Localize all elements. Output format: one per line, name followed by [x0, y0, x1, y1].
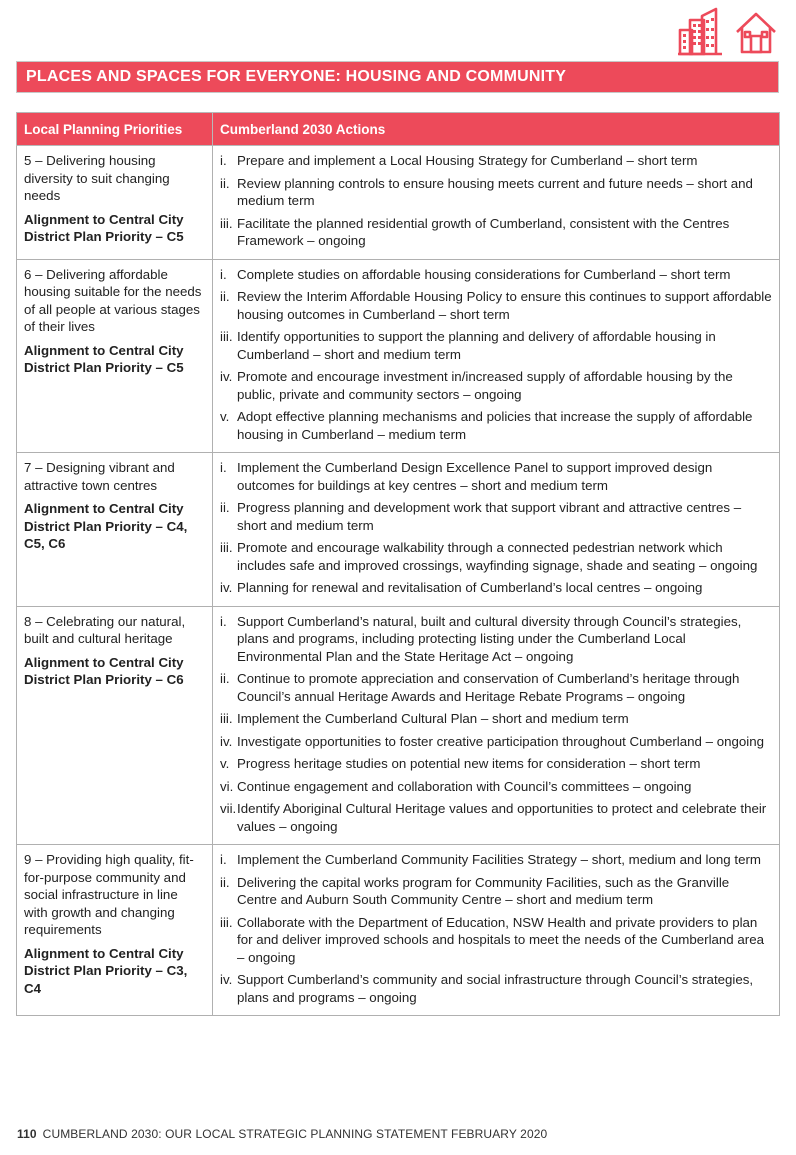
action-number: i.: [220, 852, 227, 867]
priority-title: 8 – Celebrating our natural, built and cultural heritage: [24, 613, 186, 646]
action-item: [220, 613, 772, 666]
action-item: [220, 215, 772, 250]
action-item: [220, 152, 772, 170]
action-item: [220, 914, 772, 967]
action-text: Prepare and implement a Local Housing Strategy for Cumberland – short term: [237, 153, 698, 168]
priority-title: 7 – Designing vibrant and attractive town centres: [24, 460, 175, 493]
action-item: [220, 733, 772, 751]
buildings-icon: [676, 6, 726, 56]
column-header-priorities: Local Planning Priorities: [17, 113, 213, 146]
actions-list: [220, 851, 772, 1006]
action-text: Collaborate with the Department of Education, NSW Health and private providers to plan for and deliver improved schools and hospitals to meet the needs of the Cumberland area – ongoing: [237, 914, 765, 965]
table-body: [17, 146, 780, 1016]
action-number: iii.: [220, 711, 233, 726]
table-row: [17, 453, 780, 607]
action-item: [220, 778, 772, 796]
action-number: v.: [220, 756, 230, 771]
page-footer: [17, 1127, 547, 1141]
actions-cell: [213, 453, 780, 607]
action-text: Identify Aboriginal Cultural Heritage values and opportunities to protect and celebrate their values – ongoing: [237, 801, 767, 834]
table-row: [17, 146, 780, 260]
action-text: Support Cumberland’s natural, built and cultural diversity through Council’s strategies, plans and programs, including protecting listing under the Cumberland Local Environmental Plan and the State Heritage Act – ongoing: [237, 613, 742, 664]
actions-list: [220, 613, 772, 836]
action-number: iii.: [220, 914, 233, 930]
action-text: Continue engagement and collaboration with Council’s committees – ongoing: [237, 778, 692, 794]
table-row: [17, 606, 780, 845]
action-text: Complete studies on affordable housing considerations for Cumberland – short term: [237, 266, 731, 282]
planning-table: [16, 112, 780, 1016]
action-text: Investigate opportunities to foster creative participation throughout Cumberland – ongoing: [237, 733, 765, 749]
action-number: iv.: [220, 733, 233, 749]
action-number: iii.: [220, 215, 233, 231]
action-item: [220, 499, 772, 534]
action-item: [220, 710, 772, 728]
action-number: v.: [220, 409, 230, 424]
table-row: [17, 845, 780, 1016]
action-text: Identify opportunities to support the planning and delivery of affordable housing in Cumberland – short and medium term: [237, 329, 716, 362]
priority-cell: [17, 845, 213, 1016]
action-text: Progress planning and development work that support vibrant and attractive centres – short and medium term: [237, 500, 742, 533]
priority-alignment: Alignment to Central City District Plan Priority – C6: [24, 654, 184, 687]
action-item: [220, 874, 772, 909]
action-number: iv.: [220, 972, 233, 987]
action-text: Implement the Cumberland Community Facilities Strategy – short, medium and long term: [237, 852, 761, 867]
action-number: i.: [220, 460, 227, 475]
footer-text: CUMBERLAND 2030: OUR LOCAL STRATEGIC PLANNING STATEMENT FEBRUARY 2020: [42, 1127, 548, 1141]
action-item: [220, 539, 772, 574]
actions-list: [220, 152, 772, 250]
action-text: Delivering the capital works program for Community Facilities, such as the Granville Centre and Auburn South Community Centre – short and medium term: [237, 874, 730, 907]
actions-cell: [213, 845, 780, 1016]
priority-title: 9 – Providing high quality, fit-for-purpose community and social infrastructure in line with growth and changing requirements: [24, 852, 194, 937]
actions-list: [220, 266, 772, 444]
action-item: [220, 579, 772, 597]
action-item: [220, 408, 772, 443]
action-item: [220, 368, 772, 403]
action-number: ii.: [220, 671, 230, 686]
actions-cell: [213, 259, 780, 453]
action-item: [220, 175, 772, 210]
action-number: vii.: [220, 801, 237, 816]
action-number: i.: [220, 153, 227, 168]
priority-cell: [17, 606, 213, 845]
priority-alignment: Alignment to Central City District Plan Priority – C5: [24, 211, 184, 244]
action-text: Progress heritage studies on potential new items for consideration – short term: [237, 756, 701, 771]
action-item: [220, 328, 772, 363]
action-item: [220, 971, 772, 1006]
page-number: 110: [17, 1127, 37, 1141]
action-item: [220, 851, 772, 869]
action-text: Adopt effective planning mechanisms and policies that increase the supply of affordable housing in Cumberland – medium term: [237, 409, 753, 442]
action-number: i.: [220, 266, 227, 282]
priority-cell: [17, 453, 213, 607]
priority-alignment: Alignment to Central City District Plan Priority – C3, C4: [24, 945, 188, 996]
table-header-row: [17, 113, 780, 146]
action-text: Continue to promote appreciation and conservation of Cumberland’s heritage through Council’s annual Heritage Awards and Heritage Rebate Programs – ongoing: [237, 671, 740, 704]
priority-alignment: Alignment to Central City District Plan Priority – C4, C5, C6: [24, 501, 188, 551]
banner-title: PLACES AND SPACES FOR EVERYONE: HOUSING AND COMMUNITY: [26, 68, 567, 85]
action-number: iv.: [220, 369, 233, 384]
actions-list: [220, 459, 772, 597]
action-text: Implement the Cumberland Cultural Plan – short and medium term: [237, 711, 629, 726]
section-banner: [16, 61, 779, 93]
header-icons: [676, 6, 778, 56]
action-item: [220, 459, 772, 494]
priority-cell: [17, 146, 213, 260]
action-number: ii.: [220, 874, 230, 890]
action-number: iv.: [220, 580, 233, 595]
priority-cell: [17, 259, 213, 453]
action-number: ii.: [220, 500, 230, 515]
action-item: [220, 670, 772, 705]
action-number: ii.: [220, 289, 230, 304]
house-icon: [734, 6, 778, 56]
action-number: iii.: [220, 540, 233, 555]
action-text: Promote and encourage walkability through a connected pedestrian network which includes safe and improved crossings, wayfinding signage, shade and seating – ongoing: [237, 540, 758, 573]
action-item: [220, 755, 772, 773]
action-text: Support Cumberland’s community and social infrastructure through Council’s strategies, plans and programs – ongoing: [237, 972, 754, 1005]
table-row: [17, 259, 780, 453]
action-item: [220, 288, 772, 323]
action-item: [220, 800, 772, 835]
priority-title: 6 – Delivering affordable housing suitable for the needs of all people at various stages of their lives: [24, 266, 202, 334]
priority-title: 5 – Delivering housing diversity to suit changing needs: [24, 153, 170, 203]
actions-cell: [213, 606, 780, 845]
actions-cell: [213, 146, 780, 260]
action-text: Promote and encourage investment in/increased supply of affordable housing by the public, private and community sectors – ongoing: [237, 369, 733, 402]
action-text: Review planning controls to ensure housing meets current and future needs – short and medium term: [237, 175, 753, 208]
action-text: Review the Interim Affordable Housing Policy to ensure this continues to support affordable housing outcomes in Cumberland – short term: [237, 289, 772, 322]
action-number: vi.: [220, 778, 234, 794]
action-text: Implement the Cumberland Design Excellence Panel to support improved design outcomes for buildings at key centres – short and medium term: [237, 460, 713, 493]
action-text: Planning for renewal and revitalisation of Cumberland’s local centres – ongoing: [237, 580, 703, 595]
action-text: Facilitate the planned residential growth of Cumberland, consistent with the Centres Framework – ongoing: [237, 215, 730, 248]
action-item: [220, 266, 772, 284]
action-number: i.: [220, 613, 227, 629]
action-number: iii.: [220, 329, 233, 344]
action-number: ii.: [220, 175, 230, 191]
column-header-actions: Cumberland 2030 Actions: [213, 113, 780, 146]
priority-alignment: Alignment to Central City District Plan Priority – C5: [24, 342, 184, 375]
